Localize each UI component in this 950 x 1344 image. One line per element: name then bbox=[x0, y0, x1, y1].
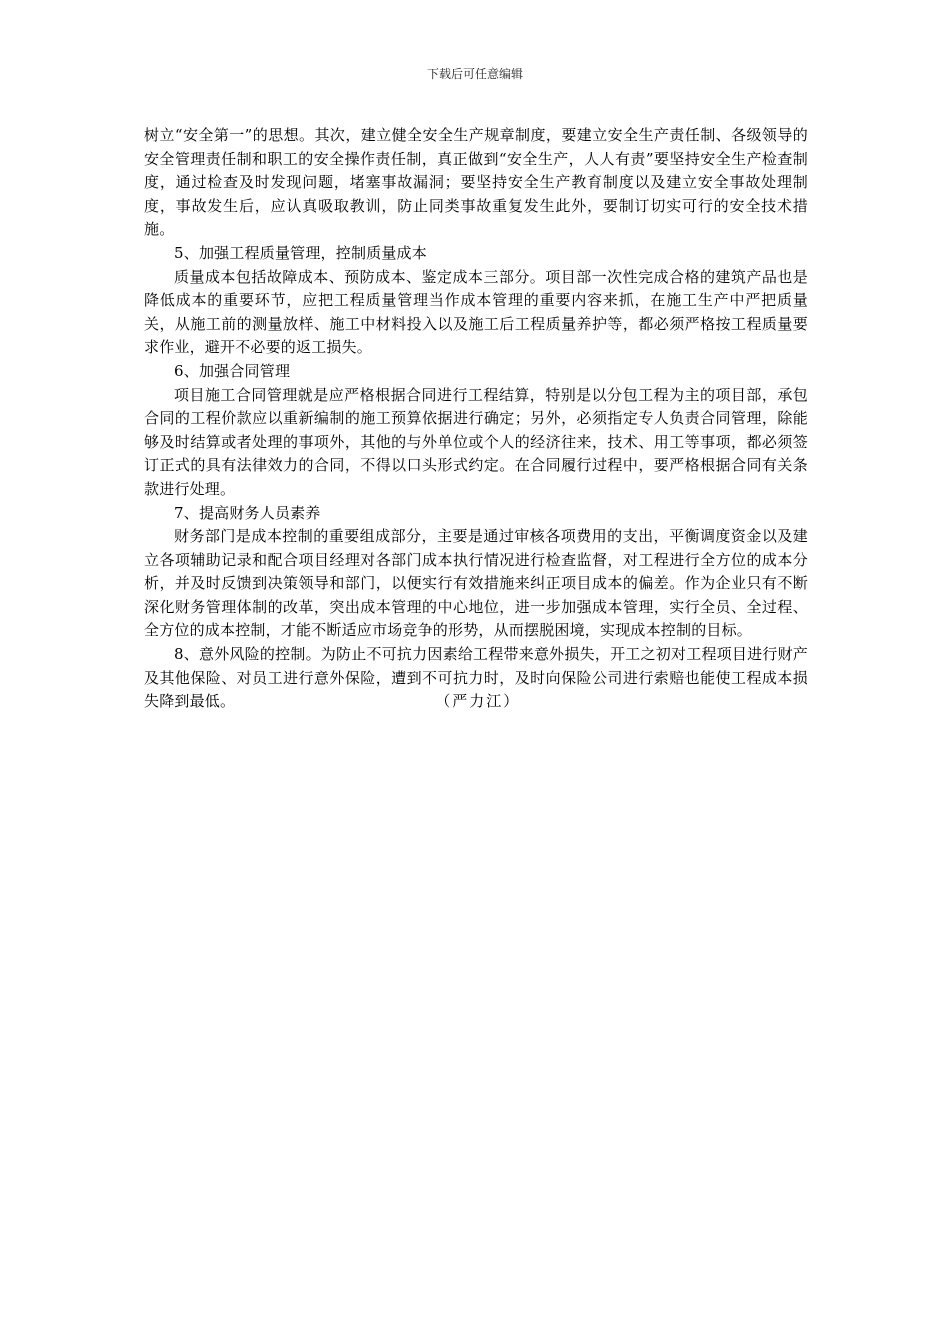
page-header: 下载后可任意编辑 bbox=[426, 67, 523, 81]
section-heading-contract: 6、加强合同管理 bbox=[174, 361, 291, 380]
paragraph-finance-staff: 财务部门是成本控制的重要组成部分，主要是通过审核各项费用的支出，平衡调度资金以及建立各项辅助记录和配合项目经理对各部门成本执行情况进行检查监督，对工程进行全方位的成本分析，并及时反馈到决策领导和部门，以便实行有效措施来纠正项目成本的偏差。作为企业只有不断深化财务管理体制的改革，突出成本管理的中心地位，进一步加强成本管理，实行全员、全过程、全方位的成本控制，才能不断适应市场竞争的形势，从而摆脱困境，实现成本控制的目标。 bbox=[144, 527, 808, 640]
section-heading-quality: 5、加强工程质量管理，控制质量成本 bbox=[174, 243, 427, 262]
paragraph-quality-cost: 质量成本包括故障成本、预防成本、鉴定成本三部分。项目部一次性完成合格的建筑产品也是降低成本的重要环节，应把工程质量管理当作成本管理的重要内容来抓，在施工生产中严把质量关，从施工前的测量放样、施工中材料投入以及施工后工程质量养护等，都必须严格按工程质量要求作业，避开不必要的返工损失。 bbox=[144, 267, 808, 357]
section-heading-finance: 7、提高财务人员素养 bbox=[174, 503, 321, 522]
author-signature: （严力江） bbox=[435, 692, 521, 711]
paragraph-safety-continued: 树立“安全第一”的思想。其次，建立健全安全生产规章制度，要建立安全生产责任制、各级领导的安全管理责任制和职工的安全操作责任制，真正做到“安全生产，人人有责”要坚持安全生产检查制度，通过检查及时发现问题，堵塞事故漏洞；要坚持安全生产教育制度以及建立安全事故处理制度，事故发生后，应认真吸取教训，防止同类事故重复发生此外，要制订切实可行的安全技术措施。 bbox=[144, 126, 808, 239]
document-body bbox=[144, 124, 808, 714]
paragraph-contract-management: 项目施工合同管理就是应严格根据合同进行工程结算，特别是以分包工程为主的项目部，承包合同的工程价款应以重新编制的施工预算依据进行确定；另外，必须指定专人负责合同管理，除能够及时结算或者处理的事项外，其他的与外单位或个人的经济往来，技术、用工等事项，都必须签订正式的具有法律效力的合同，不得以口头形式约定。在合同履行过程中，要严格根据合同有关条款进行处理。 bbox=[144, 385, 808, 498]
risk-control-text: 8、意外风险的控制。为防止不可抗力因素给工程带来意外损失，开工之初对工程项目进行财产及其他保险、对员工进行意外保险，遭到不可抗力时，及时向保险公司进行索赔也能使工程成本损失降到最低。 bbox=[144, 645, 808, 711]
paragraph-risk-control bbox=[144, 643, 808, 714]
